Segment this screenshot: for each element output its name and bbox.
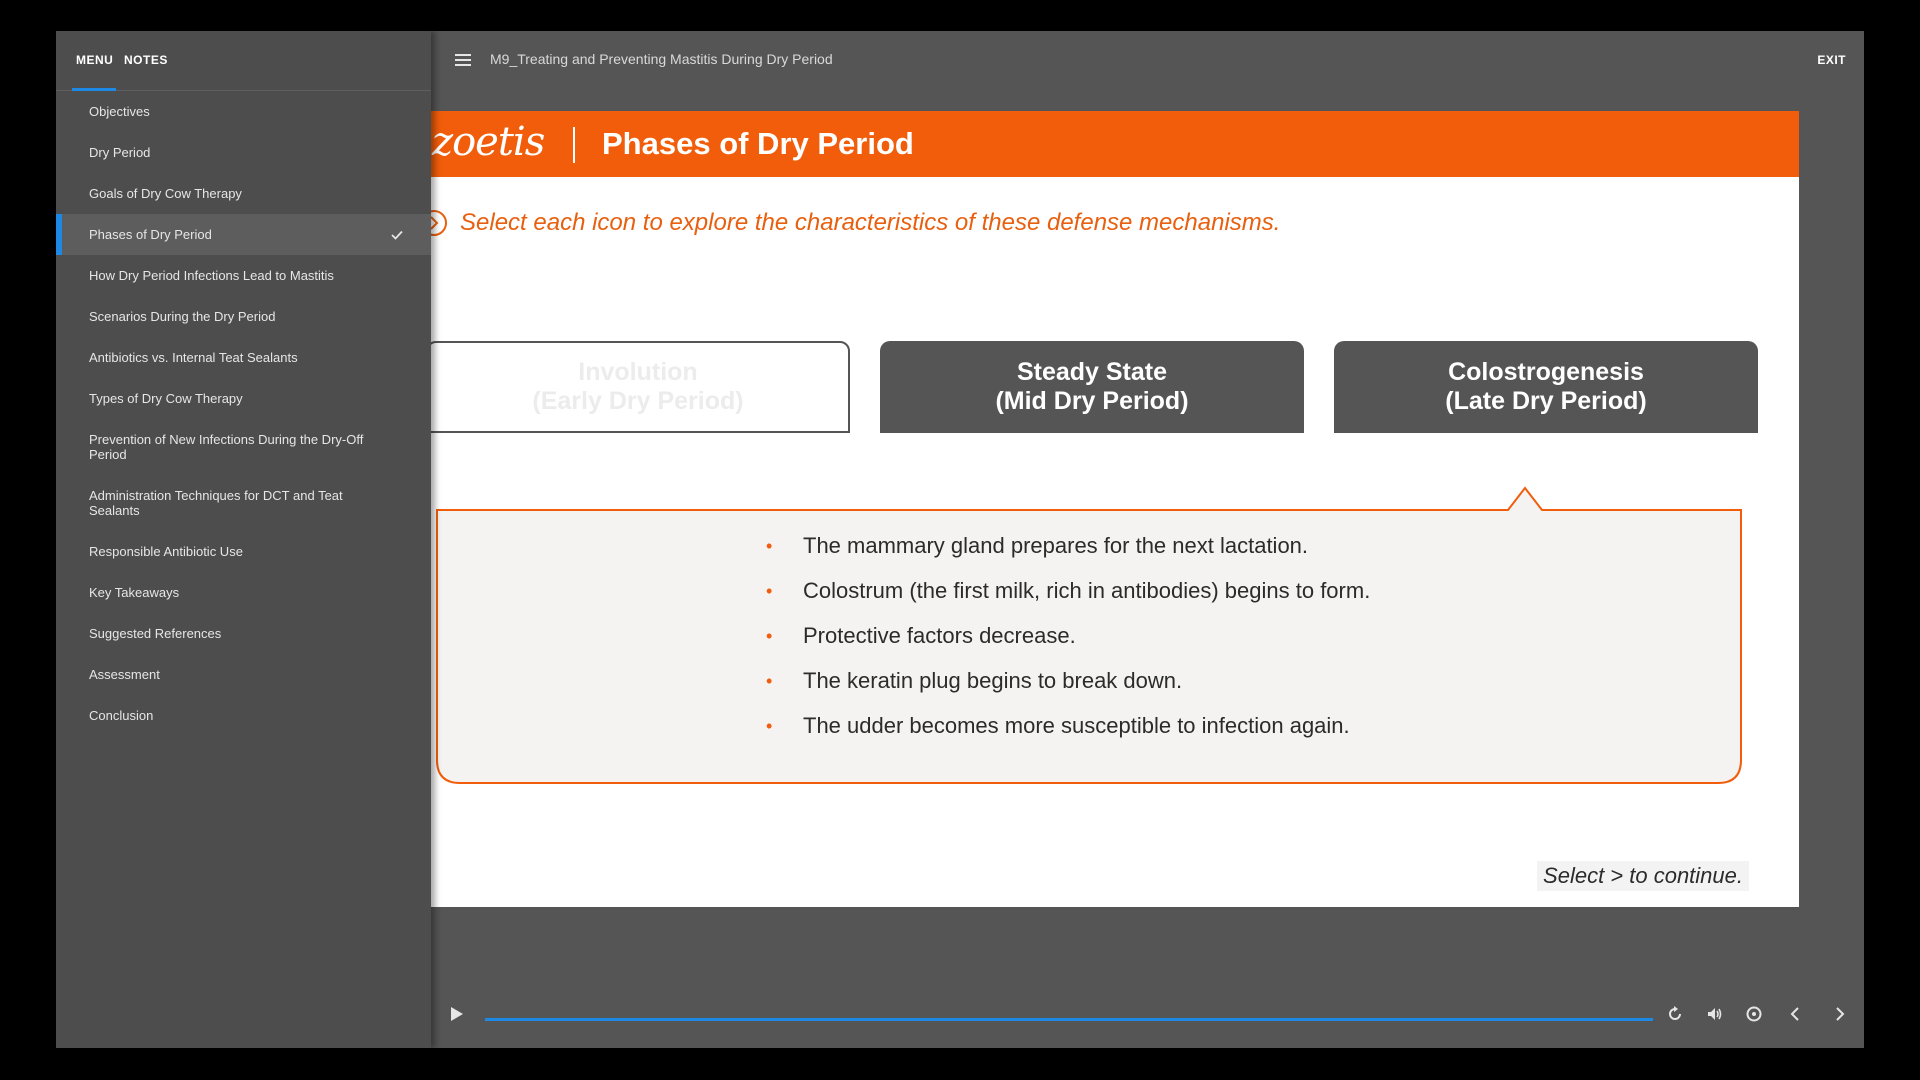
phase-title: Involution bbox=[578, 358, 698, 386]
list-item: • The udder becomes more susceptible to infection again. bbox=[766, 713, 1370, 758]
sidebar-item-label: Responsible Antibiotic Use bbox=[89, 544, 243, 559]
sidebar-item-label: Phases of Dry Period bbox=[89, 227, 212, 242]
list-item: • Protective factors decrease. bbox=[766, 623, 1370, 668]
sidebar-item-objectives[interactable] bbox=[56, 91, 431, 132]
sidebar-item-phases[interactable] bbox=[56, 214, 431, 255]
tab-notes[interactable]: NOTES bbox=[124, 53, 168, 67]
sidebar-tabs bbox=[56, 31, 431, 91]
tab-menu[interactable]: MENU bbox=[76, 53, 114, 67]
phase-steady-state-button[interactable] bbox=[880, 341, 1304, 433]
sidebar-item-label: Dry Period bbox=[89, 145, 151, 160]
continue-note: Select > to continue. bbox=[1537, 861, 1749, 891]
sidebar bbox=[56, 31, 431, 1048]
list-item: • Colostrum (the first milk, rich in antibodies) begins to form. bbox=[766, 578, 1370, 623]
list-item: • The keratin plug begins to break down. bbox=[766, 668, 1370, 713]
sidebar-menu bbox=[56, 91, 431, 736]
progress-bar[interactable] bbox=[485, 1018, 1653, 1021]
phase-title: Steady State bbox=[1016, 358, 1168, 386]
phase-involution-button[interactable] bbox=[426, 341, 850, 433]
phase-subtitle: (Mid Dry Period) bbox=[995, 387, 1189, 415]
phase-subtitle: (Early Dry Period) bbox=[532, 387, 744, 415]
bullet-list bbox=[766, 533, 1370, 758]
next-icon[interactable] bbox=[1834, 1005, 1846, 1023]
sidebar-item-label: Conclusion bbox=[89, 708, 154, 723]
instruction-text: Select each icon to explore the characteristics of these defense mechanisms. bbox=[460, 209, 1281, 236]
phase-subtitle: (Late Dry Period) bbox=[1445, 387, 1647, 415]
sidebar-item-key-takeaways[interactable] bbox=[56, 572, 431, 613]
phase-title: Colostrogenesis bbox=[1448, 358, 1644, 386]
sidebar-item-label: Objectives bbox=[89, 104, 150, 119]
sidebar-item-label: Goals of Dry Cow Therapy bbox=[89, 186, 242, 201]
phase-colostrogenesis-button[interactable] bbox=[1334, 341, 1758, 433]
sidebar-item-antibiotics[interactable] bbox=[56, 337, 431, 378]
playback-controls bbox=[431, 991, 1864, 1048]
previous-icon[interactable] bbox=[1789, 1005, 1801, 1023]
sidebar-item-references[interactable] bbox=[56, 613, 431, 654]
brand-logo: zoetis bbox=[432, 119, 545, 165]
sidebar-item-administration[interactable] bbox=[56, 475, 431, 531]
phase-detail-panel bbox=[436, 480, 1742, 784]
play-icon[interactable] bbox=[449, 1005, 465, 1023]
sidebar-item-assessment[interactable] bbox=[56, 654, 431, 695]
sidebar-item-label: Antibiotics vs. Internal Teat Sealants bbox=[89, 350, 298, 365]
top-bar bbox=[431, 31, 1864, 91]
slide bbox=[386, 111, 1799, 907]
sidebar-item-label: Key Takeaways bbox=[89, 585, 180, 600]
sidebar-item-scenarios[interactable] bbox=[56, 296, 431, 337]
header-divider bbox=[573, 127, 575, 163]
sidebar-item-dry-period[interactable] bbox=[56, 132, 431, 173]
hamburger-icon[interactable] bbox=[455, 54, 471, 66]
sidebar-item-responsible-use[interactable] bbox=[56, 531, 431, 572]
captions-icon[interactable] bbox=[1745, 1005, 1763, 1023]
volume-icon[interactable] bbox=[1706, 1005, 1724, 1023]
replay-icon[interactable] bbox=[1667, 1005, 1683, 1023]
exit-button[interactable]: EXIT bbox=[1817, 53, 1846, 67]
sidebar-item-goals[interactable] bbox=[56, 173, 431, 214]
slide-title: Phases of Dry Period bbox=[602, 126, 914, 161]
instruction bbox=[420, 209, 1280, 237]
sidebar-item-label: Types of Dry Cow Therapy bbox=[89, 391, 243, 406]
check-icon bbox=[391, 230, 403, 240]
sidebar-item-label: Suggested References bbox=[89, 626, 222, 641]
sidebar-item-label: Assessment bbox=[89, 667, 160, 682]
list-item: • The mammary gland prepares for the next lactation. bbox=[766, 533, 1370, 578]
slide-header bbox=[386, 111, 1799, 177]
sidebar-item-label: How Dry Period Infections Lead to Mastitis bbox=[89, 268, 334, 283]
sidebar-item-types[interactable] bbox=[56, 378, 431, 419]
sidebar-item-conclusion[interactable] bbox=[56, 695, 431, 736]
sidebar-item-prevention[interactable] bbox=[56, 419, 431, 475]
sidebar-item-infections[interactable] bbox=[56, 255, 431, 296]
sidebar-item-label: Administration Techniques for DCT and Teat Sealants bbox=[89, 488, 343, 518]
course-title: M9_Treating and Preventing Mastitis During Dry Period bbox=[490, 51, 833, 67]
sidebar-item-label: Scenarios During the Dry Period bbox=[89, 309, 276, 324]
sidebar-item-label: Prevention of New Infections During the Dry-Off Period bbox=[89, 432, 364, 462]
